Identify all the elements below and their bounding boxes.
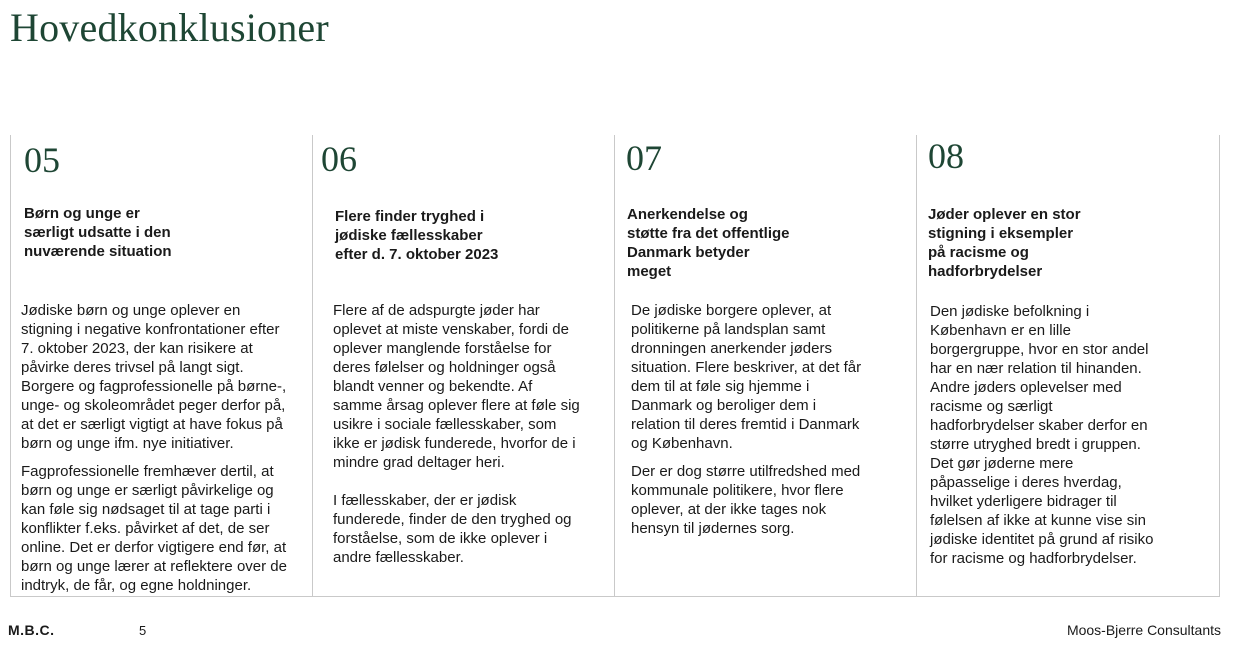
conclusion-heading: Jøder oplever en stor stigning i eksempler på racisme og hadforbrydelser [928,206,1081,280]
conclusion-body [21,301,311,604]
conclusion-paragraph: I fællesskaber, der er jødisk funderede, finder de den tryghed og forståelse, som de ikke oplever i andre fællesskaber. [333,492,572,566]
conclusion-heading: Børn og unge er særligt udsatte i den nuværende situation [24,205,172,260]
company-logo: M.B.C. [8,622,55,638]
conclusion-body [333,301,608,576]
conclusion-heading: Flere finder tryghed i jødiske fællesskaber efter d. 7. oktober 2023 [335,208,499,263]
conclusion-paragraph: Den jødiske befolkning i København er en lille borgergruppe, hvor en stor andel har en nær relation til hinanden. Andre jøders oplevelser med racisme og særligt hadforbrydelser skaber derfor en større utryghed bredt i gruppen. Det gør jøderne mere påpasselige i deres hverdag, hvilket yderligere bidrager til følelsen af ikke at kunne vise sin jødiske identitet på grund af risiko for racisme og hadforbrydelser. [930,303,1154,567]
page-title: Hovedkonklusioner [10,5,329,50]
conclusion-paragraph: Fagprofessionelle fremhæver dertil, at børn og unge er særligt påvirkelige og kan føle sig nødsaget til at tage parti i konflikter f.eks. påvirket af det, de ser online. Det er derfor vigtigere end før, at børn og unge lærer at reflektere over de indtryk, de får, og egne holdninger. [21,463,287,594]
column-divider [614,135,615,597]
conclusion-number: 06 [321,139,357,179]
column-divider [916,135,917,597]
conclusion-paragraph: De jødiske borgere oplever, at politikerne på landsplan samt dronningen anerkender jøders situation. Flere beskriver, at det får dem til at føle sig hjemme i Danmark og beroliger dem i relation til deres fremtid i Danmark og København. [631,302,862,452]
company-name: Moos-Bjerre Consultants [1066,622,1221,638]
conclusion-paragraph: Flere af de adspurgte jøder har oplevet at miste venskaber, fordi de oplever manglende forståelse for deres følelser og holdninger også blandt venner og bekendte. Af samme årsag oplever flere at føle sig usikre i sociale fællesskaber, som ikke er jødisk funderede, hvorfor de i mindre grad deltager heri. [333,302,580,471]
conclusion-paragraph: Jødiske børn og unge oplever en stigning i negative konfrontationer efter 7. oktober 2023, der kan risikere at påvirke deres trivsel på langt sigt. Borgere og fagprofessionelle på børne-, unge- og skoleområdet peger derfor på, at det er særligt vigtigt at have fokus på børn og unge ifm. nye initiativer. [21,302,287,452]
conclusion-body [930,302,1215,577]
conclusion-number: 05 [24,140,60,180]
conclusion-number: 07 [626,138,662,178]
conclusion-heading: Anerkendelse og støtte fra det offentlige Danmark betyder meget [627,206,790,280]
conclusion-number: 08 [928,136,964,176]
page-number: 5 [139,623,147,638]
column-divider [312,135,313,597]
conclusion-paragraph: Der er dog større utilfredshed med kommunale politikere, hvor flere oplever, at der ikke tages nok hensyn til jødernes sorg. [631,463,861,537]
conclusion-body [631,301,911,547]
